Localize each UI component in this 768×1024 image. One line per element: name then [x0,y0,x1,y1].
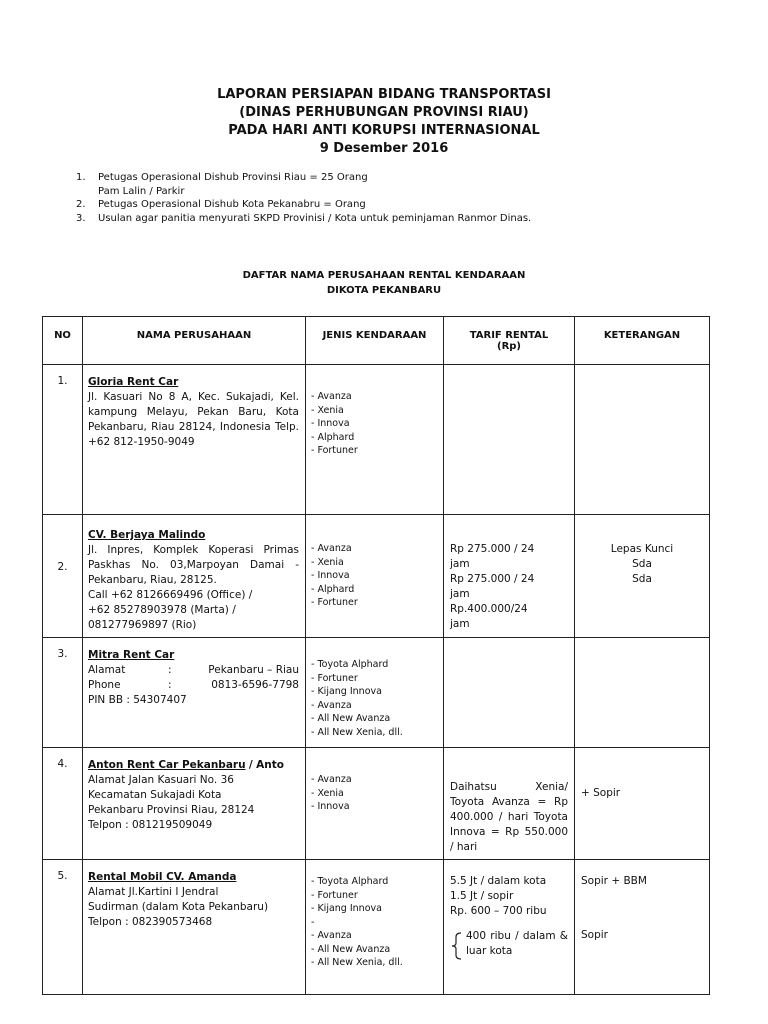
company-contact: Call +62 8126669496 (Office) / [88,589,253,601]
company-contact: Alamat Jl.Kartini I Jendral [88,886,219,898]
intro-item [76,212,696,226]
keterangan-cell [575,638,710,748]
vehicle-item: - Avanza [311,391,352,402]
keterangan-line: Sda [632,573,652,585]
vehicle-item: - Avanza [311,930,352,941]
intro-item-number: 1. [76,172,86,183]
company-contact: Telpon : 082390573468 [88,916,213,928]
company-name: Gloria Rent Car [88,376,179,388]
document-title [0,86,768,158]
table-row [43,860,710,995]
vehicle-item: - All New Avanza [311,713,391,724]
field-separator: : [168,679,172,691]
address-line [88,663,299,678]
vehicle-item: - All New Avanza [311,943,391,955]
keterangan-line: Sopir [581,929,608,941]
title-line-2: (DINAS PERHUBUNGAN PROVINSI RIAU) [239,105,529,120]
title-line-1: LAPORAN PERSIAPAN BIDANG TRANSPORTASI [217,87,551,102]
row-number: 5. [43,860,83,995]
company-contact: Sudirman (dalam Kota Pekanbaru) [88,901,269,913]
vehicle-item: - Innova [311,418,350,429]
intro-item-number: 3. [76,212,86,224]
vehicle-item: - [311,916,315,928]
keterangan-cell [575,515,710,638]
company-name: CV. Berjaya Malindo [88,529,206,541]
vehicle-item: - Avanza [311,699,352,711]
tarif-cell [444,515,575,638]
table-row [43,638,710,748]
company-name-suffix: Anto [256,759,284,771]
intro-item-text: Petugas Operasional Dishub Provinsi Riau = 25 Orang [98,172,368,183]
vehicle-cell [306,365,444,515]
vehicle-item: - Xenia [311,787,344,799]
company-address: Jl. Kasuari No 8 A, Kec. Sukajadi, Kel. kampung Melayu, Pekan Baru, Kota Pekanbaru, Riau 28124, Indonesia Telp. +62 812-1950-9049 [88,391,299,448]
company-cell [83,748,306,860]
table-header-row [43,317,710,365]
keterangan-line: Sopir + BBM [581,875,647,887]
vehicle-item: - Toyota Alphard [311,659,389,670]
tarif-bracket-group [450,929,568,960]
row-number: 4. [43,748,83,860]
intro-item [76,171,696,185]
vehicle-item: - Innova [311,570,350,581]
keterangan-line: Sda [632,558,652,570]
vehicle-item: - All New Xenia, dll. [311,726,403,738]
vehicle-cell [306,860,444,995]
title-line-3: PADA HARI ANTI KORUPSI INTERNASIONAL [228,123,540,138]
intro-item [76,185,696,199]
table-row [43,748,710,860]
vehicle-cell [306,748,444,860]
header-tarif-line-1: TARIF RENTAL [469,330,549,341]
company-address: Jl. Inpres, Komplek Koperasi Primas Paskhas No. 03,Marpoyan Damai - Pekanbaru, Riau, 28125. [88,544,299,586]
header-nama: NAMA PERUSAHAAN [83,317,306,365]
intro-item [76,198,696,212]
company-cell [83,860,306,995]
header-no: NO [43,317,83,365]
keterangan-cell [575,748,710,860]
table-row [43,515,710,638]
company-cell [83,365,306,515]
tarif-line: Rp 275.000 / 24 [450,573,535,585]
table-title [0,268,768,298]
pin-bb: PIN BB : 54307407 [88,694,187,706]
vehicle-item: - Xenia [311,404,344,416]
table-row [43,365,710,515]
row-number: 3. [43,638,83,748]
keterangan-cell [575,365,710,515]
tarif-line: Rp. 600 – 700 ribu [450,905,547,917]
company-contact: Telpon : 081219509049 [88,819,213,831]
company-name: Rental Mobil CV. Amanda [88,871,237,883]
tarif-line: jam [450,618,470,630]
phone-line [88,678,299,693]
tarif-line: Rp 275.000 / 24 [450,543,535,555]
intro-list [76,171,696,225]
header-jenis: JENIS KENDARAAN [306,317,444,365]
vehicle-item: - Fortuner [311,445,358,456]
company-contact: Pekanbaru Provinsi Riau, 28124 [88,804,255,816]
header-tarif [444,317,575,365]
intro-item-text: Pam Lalin / Parkir [98,185,185,197]
company-contact: Kecamatan Sukajadi Kota [88,789,222,801]
company-contact: 081277969897 (Rio) [88,619,197,631]
table-title-line-2: DIKOTA PEKANBARU [326,285,442,296]
header-keterangan: KETERANGAN [575,317,710,365]
tarif-text: Daihatsu Xenia/ Toyota Avanza = Rp 400.000 / hari Toyota Innova = Rp 550.000 / hari [450,781,568,853]
tarif-cell [444,748,575,860]
company-name: Anton Rent Car Pekanbaru [88,759,246,771]
vehicle-item: - Avanza [311,774,352,785]
rental-company-table [42,316,710,995]
intro-item-number [76,185,98,199]
vehicle-item: - Alphard [311,583,355,595]
tarif-cell [444,365,575,515]
row-number: 2. [43,515,83,638]
vehicle-item: - Innova [311,801,350,812]
tarif-line: 1.5 Jt / sopir [450,890,514,902]
vehicle-item: - Avanza [311,543,352,554]
header-tarif-line-2: (Rp) [497,341,521,352]
vehicle-item: - Toyota Alphard [311,876,389,887]
row-number: 1. [43,365,83,515]
keterangan-line: + Sopir [581,787,621,799]
company-name: Mitra Rent Car [88,649,175,661]
vehicle-item: - Alphard [311,431,355,443]
tarif-line: jam [450,558,470,570]
tarif-line: jam [450,588,470,600]
company-cell [83,638,306,748]
vehicle-item: - Fortuner [311,597,358,608]
vehicle-item: - Xenia [311,556,344,568]
company-name-line: Anton Rent Car Pekanbaru / Anto [88,759,284,771]
curly-bracket-icon [450,932,464,960]
field-value: Pekanbaru – Riau [208,664,299,676]
intro-item-text: Usulan agar panitia menyurati SKPD Provinisi / Kota untuk peminjaman Ranmor Dinas. [98,212,532,224]
tarif-cell [444,638,575,748]
vehicle-item: - All New Xenia, dll. [311,957,403,968]
vehicle-item: - Kijang Innova [311,903,382,914]
vehicle-cell [306,515,444,638]
keterangan-cell [575,860,710,995]
table-title-line-1: DAFTAR NAMA PERUSAHAAN RENTAL KENDARAAN [242,270,526,281]
title-date: 9 Desember 2016 [319,141,449,156]
tarif-bracket-text: 400 ribu / dalam & luar kota [466,930,568,957]
tarif-cell [444,860,575,995]
vehicle-item: - Fortuner [311,672,358,684]
vehicle-cell [306,638,444,748]
tarif-line: Rp.400.000/24 [450,603,528,615]
company-contact: Alamat Jalan Kasuari No. 36 [88,774,234,786]
field-value: 0813-6596-7798 [211,679,299,691]
intro-item-number: 2. [76,199,86,210]
field-separator: : [168,664,172,676]
intro-item-text: Petugas Operasional Dishub Kota Pekanabru = Orang [98,199,366,210]
keterangan-line: Lepas Kunci [610,543,674,555]
vehicle-item: - Kijang Innova [311,686,382,697]
company-contact: +62 85278903978 (Marta) / [88,604,236,616]
vehicle-item: - Fortuner [311,889,358,901]
tarif-line: 5.5 Jt / dalam kota [450,875,547,887]
field-label: Phone [88,679,121,691]
field-label: Alamat [88,664,126,676]
company-cell [83,515,306,638]
